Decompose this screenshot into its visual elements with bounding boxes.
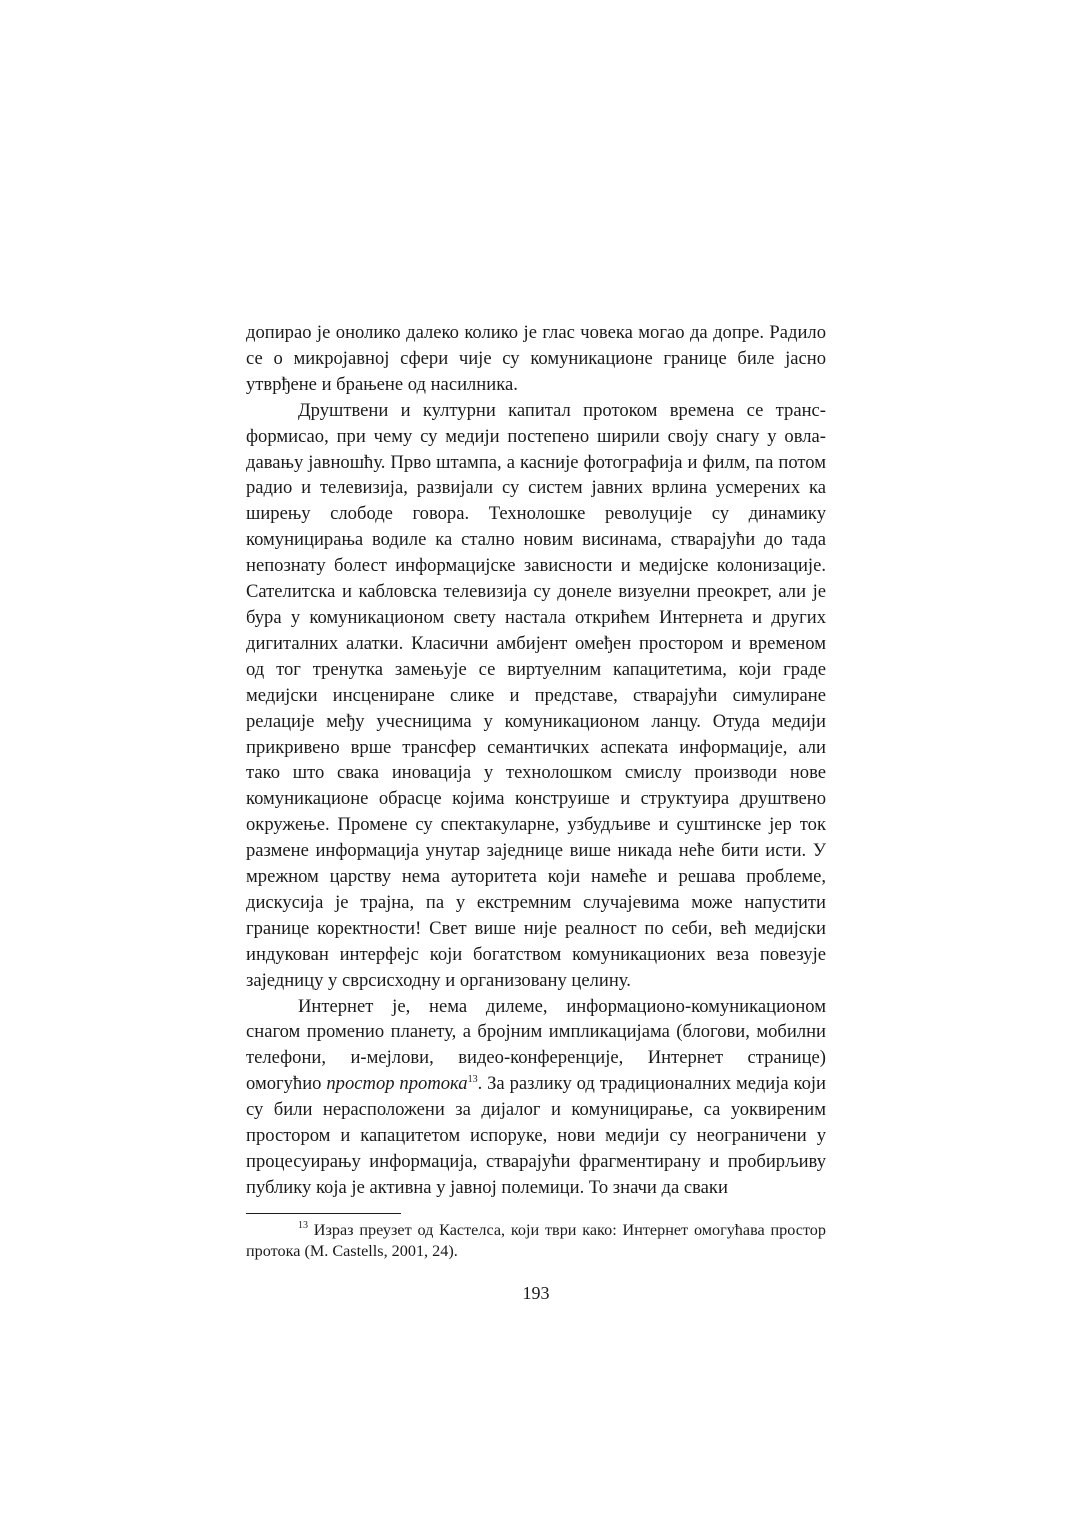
paragraph-3: [246, 994, 826, 1201]
footnote-reference[interactable]: 13: [467, 1074, 478, 1086]
footnote-text: Израз преузет од Кастелса, који тври како: Интернет омогућава простор протока (M. Castells, 2001, 24).: [246, 1220, 826, 1260]
italic-term: простор протока: [326, 1073, 468, 1095]
footnote-number: 13: [298, 1219, 308, 1231]
page-number: 193: [522, 1282, 550, 1303]
paragraph-3-text-start: Интернет је, нема дилеме, информационо-комуникационом снагом променио планету, а бројним импликацијама (блогови, мобилни телефони, и-мејлови, видео-конференције, Интернет странице) омогућио: [246, 995, 826, 1095]
footnote-separator: [246, 1213, 401, 1214]
document-page: [246, 320, 826, 1304]
footnote: [246, 1220, 826, 1262]
paragraph-3-text-end: . За разлику од традиционалних медија који су били нерасположени за дијалог и комуницирање, са уоквиреним простором и капацитетом испоруке, нови медији су неограничени у процесуирању информација, стварајући фрагментирану и пробирљиву публику која је активна у јавној полемици. То значи да сваки: [246, 1073, 826, 1198]
paragraph-1: допирао је онолико далеко колико је глас човека могао да допре. Радило се о микројавној сфери чије су комуникационе границе биле јасно утврђене и брањене од насилника.: [246, 322, 826, 395]
paragraph-2: Друштвени и културни капитал протоком времена се трансформисао, при чему су медији постепено ширили своју снагу у овладавању јавношћу. Прво штампа, а касније фотографија и филм, па потом радио и телевизија, развијали су систем јавних врлина усмерених ка ширењу слободе говора. Технолошке револуције су динамику комуницирања водиле ка стално новим висинама, стварајући до тада непознату болест информацијске зависности и медијске колонизације. Сателитска и кабловска телевизија су донеле визуелни преокрет, али је бура у комуникационом свету настала открићем Интернета и других дигиталних алатки. Класични амбијент омеђен простором и временом од тог тренутка замењује се виртуелним капацитетима, који граде медијски инсцениране слике и представе, стварајући симулиране релације међу учесницима у комуникационом ланцу. Отуда медији прикривено врше трансфер семантичких аспеката информације, али тако што свака иновација у технолошком смислу производи нове комуникационе обрасце којима конструише и структуира друштвено окружење. Промене су спектакуларне, узбудљиве и суштинске јер ток размене информација унутар заједнице више никада неће бити исти. У мрежном царству нема ауторитета који намеће и решава проблеме, дискусија је трајна, па у екстремним случајевима може напустити границе коректности! Свет више није реалност по себи, већ медијски индукован интерфејс који богатством комуникационих веза повезује заједницу у сврсисходну и организовану целину.: [246, 399, 826, 991]
body-text: [246, 320, 826, 1201]
